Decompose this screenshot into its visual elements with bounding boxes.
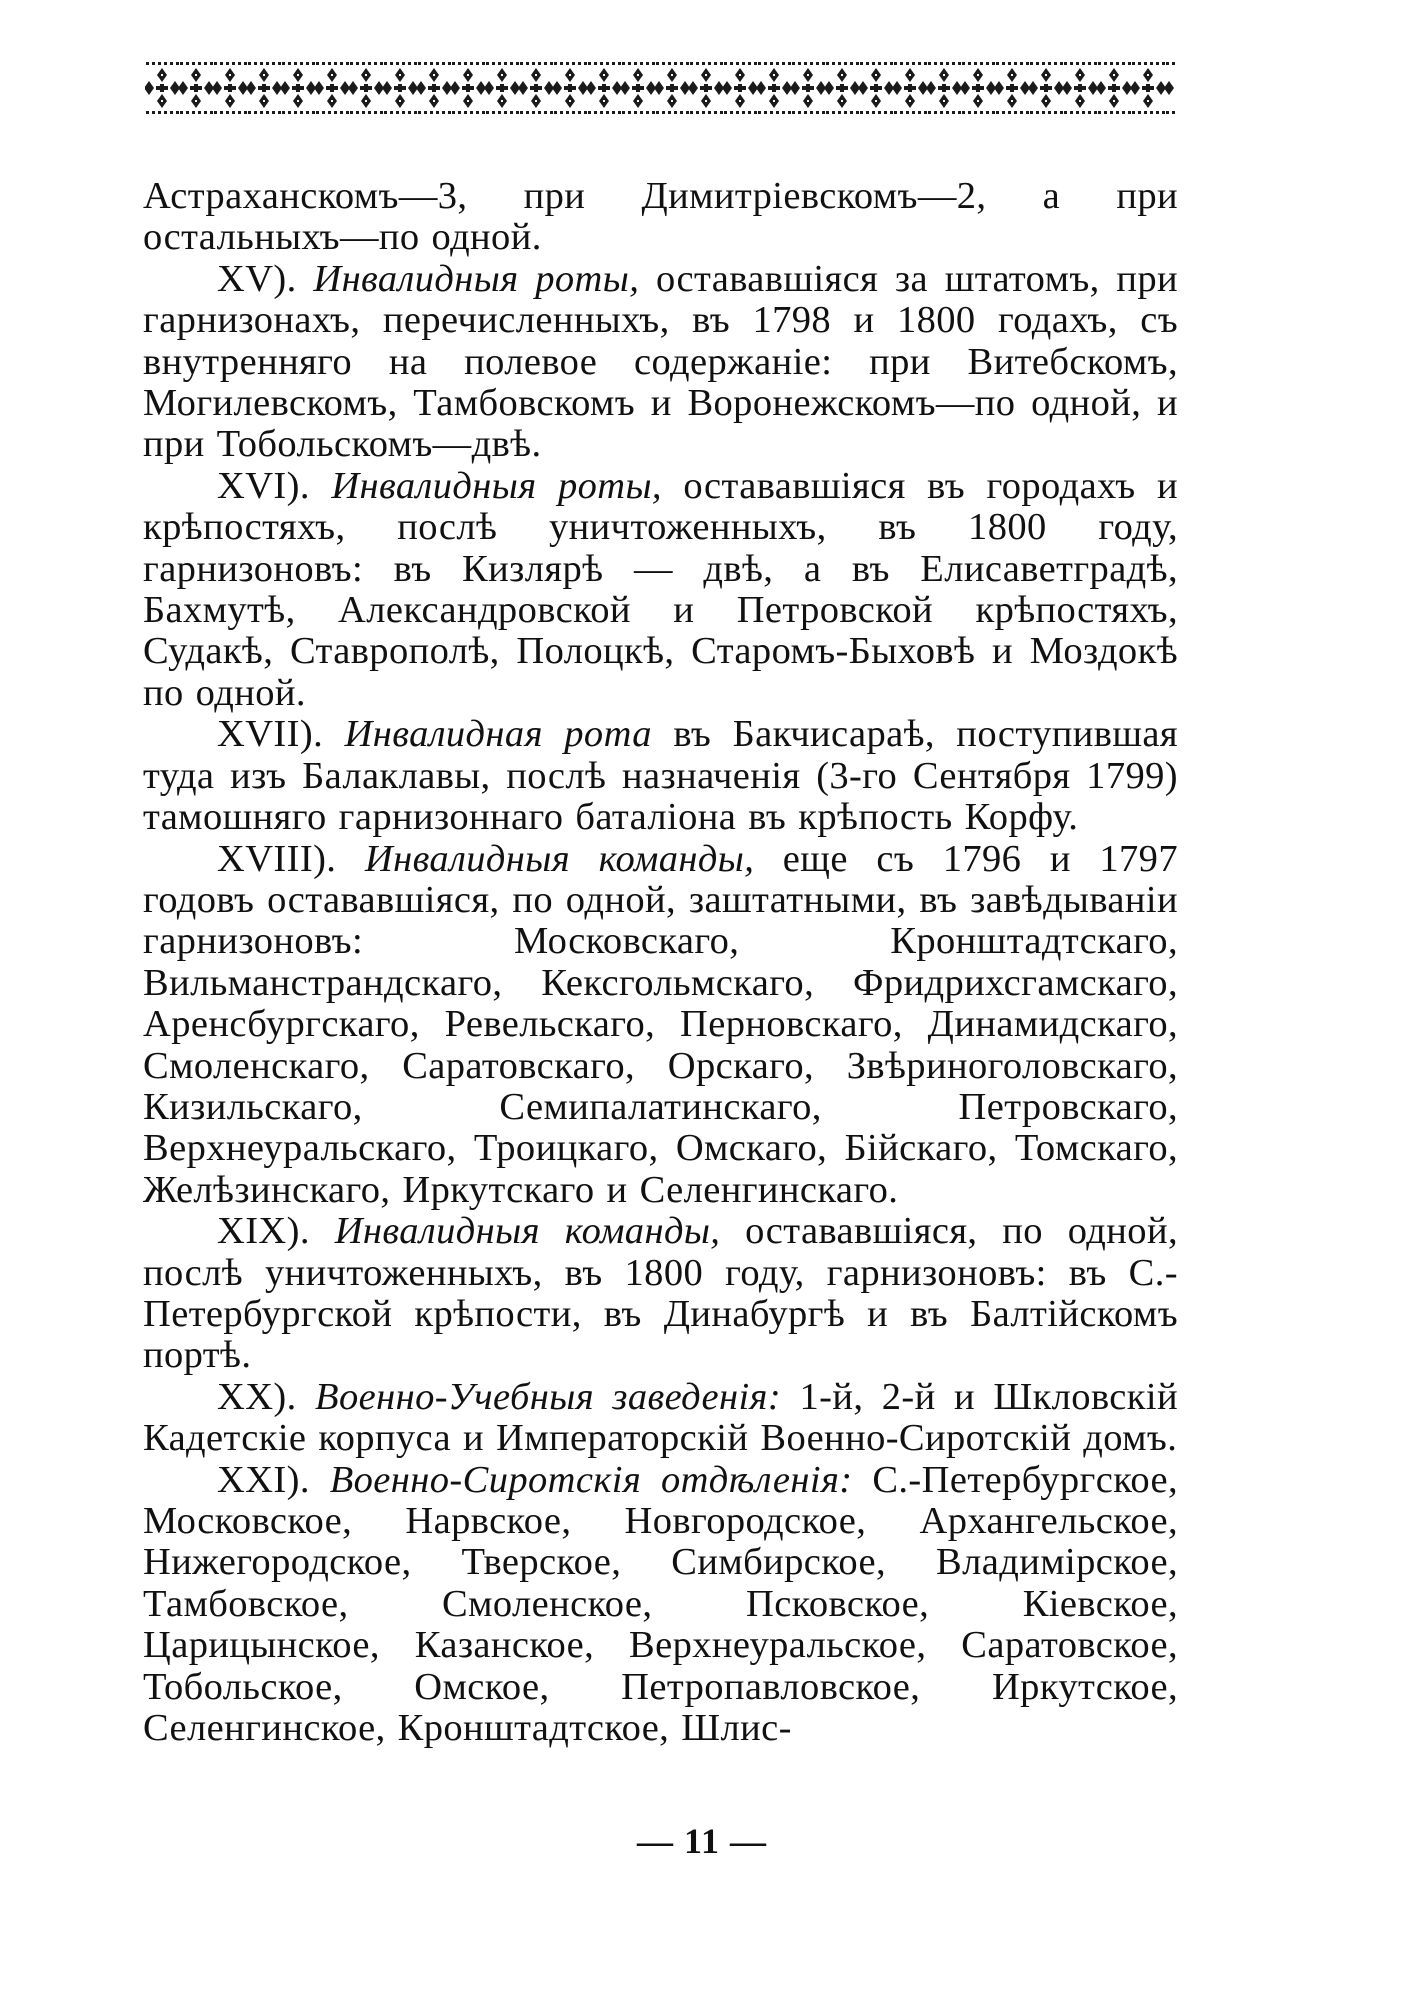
paragraph-lead: Инвалидныя роты, (331, 464, 662, 507)
paragraph-lead: Инвалидныя роты, (313, 257, 640, 300)
paragraph-lead: Инвалидныя команды, (364, 837, 755, 880)
paragraph-lead: Инвалидная рота (344, 713, 652, 756)
header-ornament-border (145, 60, 1175, 116)
page-number: — 11 — (636, 1821, 767, 1861)
paragraph-numeral: XVIII). (217, 837, 337, 880)
paragraph-numeral: XVII). (217, 713, 324, 756)
paragraph-xix (143, 1211, 1178, 1377)
paragraph-body: остававшіяся за штатомъ, при гарнизонахъ, перечисленныхъ, въ 1798 и 1800 годахъ, съ внутренняго на полевое содержаніе: при Витебскомъ, Могилевскомъ, Тамбовскомъ и Воронежскомъ—по одной, и при Тобольскомъ—двѣ. (143, 257, 1179, 466)
paragraph-xvii (143, 714, 1178, 838)
paragraph-numeral: XVI). (217, 464, 310, 507)
paragraph-xx (143, 1377, 1178, 1460)
paragraph-xvi (143, 466, 1178, 714)
paragraph-body: въ Бакчисараѣ, поступившая туда изъ Балаклавы, послѣ назначенія (3-го Сентября 1799) тамошняго гарнизоннаго баталіона въ крѣпость Корфу. (143, 713, 1179, 839)
paragraph-body: остававшіяся въ городахъ и крѣпостяхъ, послѣ уничтоженныхъ, въ 1800 году, гарнизоновъ: въ Кизлярѣ — двѣ, а въ Елисаветградѣ, Бахмутѣ, Александровской и Петровской крѣпостяхъ, Судакѣ, Ставрополѣ, Полоцкѣ, Старомъ-Быховѣ и Моздокѣ по одной. (143, 464, 1178, 714)
paragraph-xviii (143, 839, 1178, 1212)
paragraph-body: 1-й, 2-й и Шкловскій Кадетскіе корпуса и Императорскій Военно-Сиротскій домъ. (143, 1375, 1178, 1460)
paragraph-numeral: XIX). (217, 1210, 310, 1253)
paragraph-xxi (143, 1460, 1178, 1750)
paragraph-body: остававшіяся, по одной, послѣ уничтоженныхъ, въ 1800 году, гарнизоновъ: въ С.-Петербургской крѣпости, въ Динабургѣ и въ Балтійскомъ портѣ. (143, 1210, 1178, 1377)
paragraph-intro (143, 176, 1178, 259)
main-text (143, 176, 1178, 1749)
paragraph-numeral: XXI). (217, 1458, 310, 1501)
paragraph-numeral: XV). (217, 257, 297, 300)
paragraph-body: С.-Петербургское, Московское, Нарвское, Новгородское, Архангельское, Нижегородское, Тверское, Симбирское, Владимірское, Тамбовское, Смоленское, Псковское, Кіевское, Царицынское, Казанское, Верхнеуральское, Саратовское, Тобольское, Омское, Петропавловское, Иркутское, Селенгинское, Кронштадтское, Шлис- (143, 1458, 1178, 1750)
paragraph-lead: Инвалидныя команды, (334, 1210, 721, 1253)
paragraph-lead: Военно-Учебныя заведенія: (315, 1375, 782, 1418)
paragraph-numeral: XX). (217, 1375, 297, 1418)
paragraph-lead: Военно-Сиротскія отдѣленія: (329, 1458, 853, 1501)
paragraph-xv (143, 259, 1178, 466)
paragraph-body: еще съ 1796 и 1797 годовъ остававшіяся, по одной, заштатными, въ завѣдываніи гарнизоновъ: Московскаго, Кронштадтскаго, Вильманстрандскаго, Кексгольмскаго, Фридрихсгамскаго, Аренсбургскаго, Ревельскаго, Перновскаго, Динамидскаго, Смоленскаго, Саратовскаго, Орскаго, Звѣриноголовскаго, Кизильскаго, Семипалатинскаго, Петровскаго, Верхнеуральскаго, Троицкаго, Омскаго, Бійскаго, Томскаго, Желѣзинскаго, Иркутскаго и Селенгинскаго. (143, 837, 1178, 1211)
paragraph-body: Астраханскомъ—3, при Димитріевскомъ—2, а при остальныхъ—по одной. (143, 175, 1178, 259)
